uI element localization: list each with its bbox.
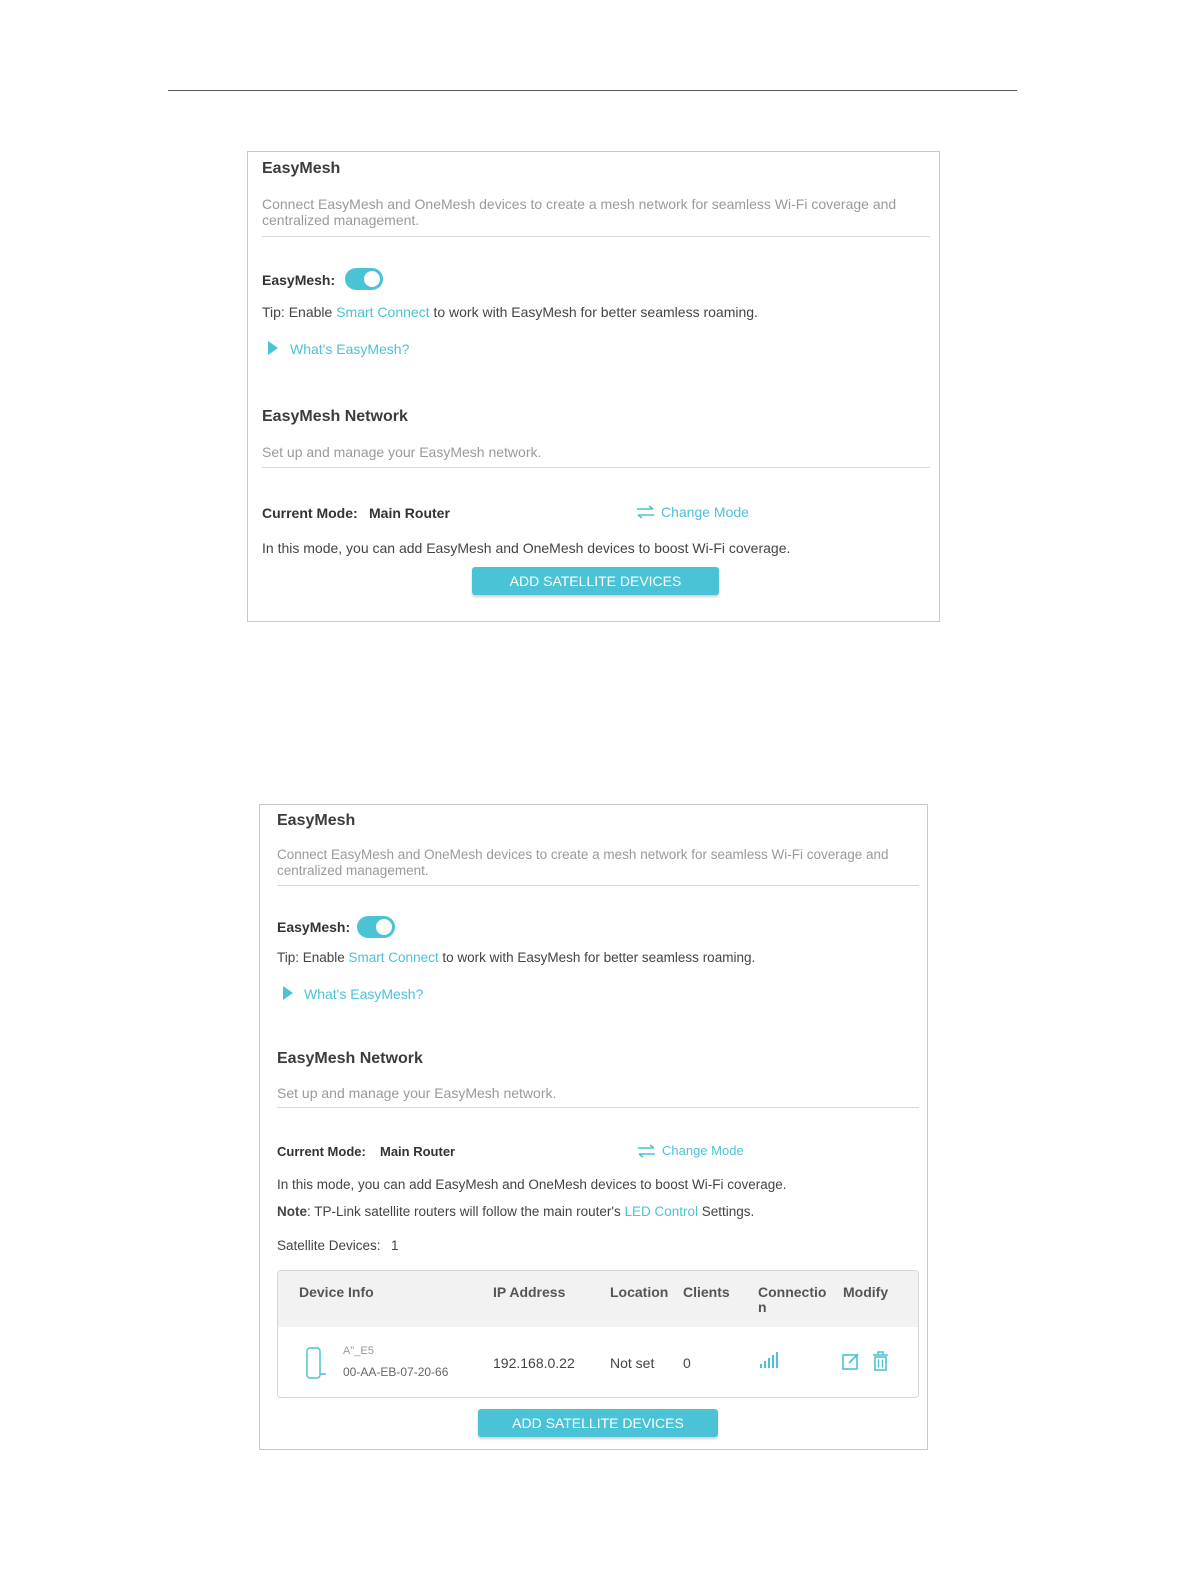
panel2-mode-info: In this mode, you can add EasyMesh and OneMesh devices to boost Wi-Fi coverage. [277,1177,787,1192]
change-mode-label: Change Mode [662,1143,744,1158]
satellite-devices-table [277,1270,919,1398]
change-mode-label: Change Mode [661,504,749,520]
whats-easymesh-link[interactable]: What's EasyMesh? [290,341,410,357]
panel2-add-satellite-button[interactable]: ADD SATELLITE DEVICES [478,1409,718,1437]
tip-prefix: Tip: Enable [262,304,337,320]
panel1-change-mode-link[interactable] [636,504,749,520]
panel1-network-description: Set up and manage your EasyMesh network. [262,444,542,460]
smart-connect-link[interactable]: Smart Connect [336,304,430,320]
satellite-devices-count: 1 [391,1238,399,1253]
panel2-title: EasyMesh [277,812,356,829]
panel1-network-title: EasyMesh Network [262,408,408,425]
panel2-network-title: EasyMesh Network [277,1050,423,1067]
led-control-link[interactable]: LED Control [624,1204,698,1219]
panel2-tip [277,950,755,965]
panel1-description: Connect EasyMesh and OneMesh devices to create a mesh network for seamless Wi-Fi coverage and centralized management. [262,196,897,228]
device-name: A"_E5 [343,1345,374,1357]
panel2-description: Connect EasyMesh and OneMesh devices to create a mesh network for seamless Wi-Fi coverage and centralized management. [277,847,889,878]
swap-arrows-icon [637,1144,656,1158]
panel2-easymesh-label: EasyMesh: [277,919,351,935]
satellite-devices-label: Satellite Devices: [277,1238,381,1253]
th-modify: Modify [843,1284,889,1300]
th-clients: Clients [683,1284,730,1300]
device-mac: 00-AA-EB-07-20-66 [343,1365,449,1379]
panel1-easymesh-toggle[interactable] [345,268,383,290]
panel1-title: EasyMesh [262,160,341,177]
panel1-easymesh-label: EasyMesh: [262,272,336,288]
table-header [278,1271,918,1327]
panel2-network-description: Set up and manage your EasyMesh network. [277,1085,557,1101]
signal-bars-icon [760,1352,778,1368]
th-ip-address: IP Address [493,1284,566,1300]
device-ip: 192.168.0.22 [493,1355,575,1371]
th-device-info: Device Info [299,1284,374,1300]
tip-suffix: to work with EasyMesh for better seamless roaming. [438,950,756,965]
satellite-device-icon [303,1347,329,1381]
whats-easymesh-link[interactable]: What's EasyMesh? [304,986,424,1002]
panel1-divider-top [262,236,930,237]
tip-prefix: Tip: Enable [277,950,349,965]
panel2-change-mode-link[interactable] [637,1143,744,1158]
th-connection-line1: Connectio [758,1284,827,1300]
page-top-rule [168,90,1017,91]
toggle-knob [363,270,381,288]
panel1-divider-network [262,467,930,468]
panel1-add-satellite-button[interactable]: ADD SATELLITE DEVICES [472,567,719,595]
panel2-easymesh-toggle[interactable] [357,916,395,938]
panel2-note [277,1204,754,1219]
expand-triangle-icon[interactable] [268,341,278,355]
panel2-current-mode-label: Current Mode: [277,1144,366,1159]
th-connection [758,1285,826,1315]
note-prefix: : TP-Link satellite routers will follow the main router's [307,1204,625,1219]
expand-triangle-icon[interactable] [283,986,293,1000]
device-location: Not set [610,1355,655,1371]
device-clients: 0 [683,1355,691,1371]
panel1-mode-info: In this mode, you can add EasyMesh and OneMesh devices to boost Wi-Fi coverage. [262,540,791,556]
swap-arrows-icon [636,505,655,519]
toggle-knob [375,918,393,936]
th-location: Location [610,1284,669,1300]
panel2-current-mode-value: Main Router [380,1144,456,1159]
panel1-current-mode-label: Current Mode: [262,505,358,521]
trash-icon[interactable] [872,1351,889,1371]
smart-connect-link[interactable]: Smart Connect [348,950,439,965]
edit-icon[interactable] [842,1352,861,1371]
th-connection-line2: n [758,1299,767,1315]
panel2-divider-network [277,1107,919,1108]
panel1-tip [262,304,758,320]
tip-suffix: to work with EasyMesh for better seamless roaming. [429,304,758,320]
note-suffix: Settings. [698,1204,755,1219]
note-label: Note [277,1204,307,1219]
panel1-current-mode-value: Main Router [369,505,450,521]
panel2-divider-top [277,885,919,886]
